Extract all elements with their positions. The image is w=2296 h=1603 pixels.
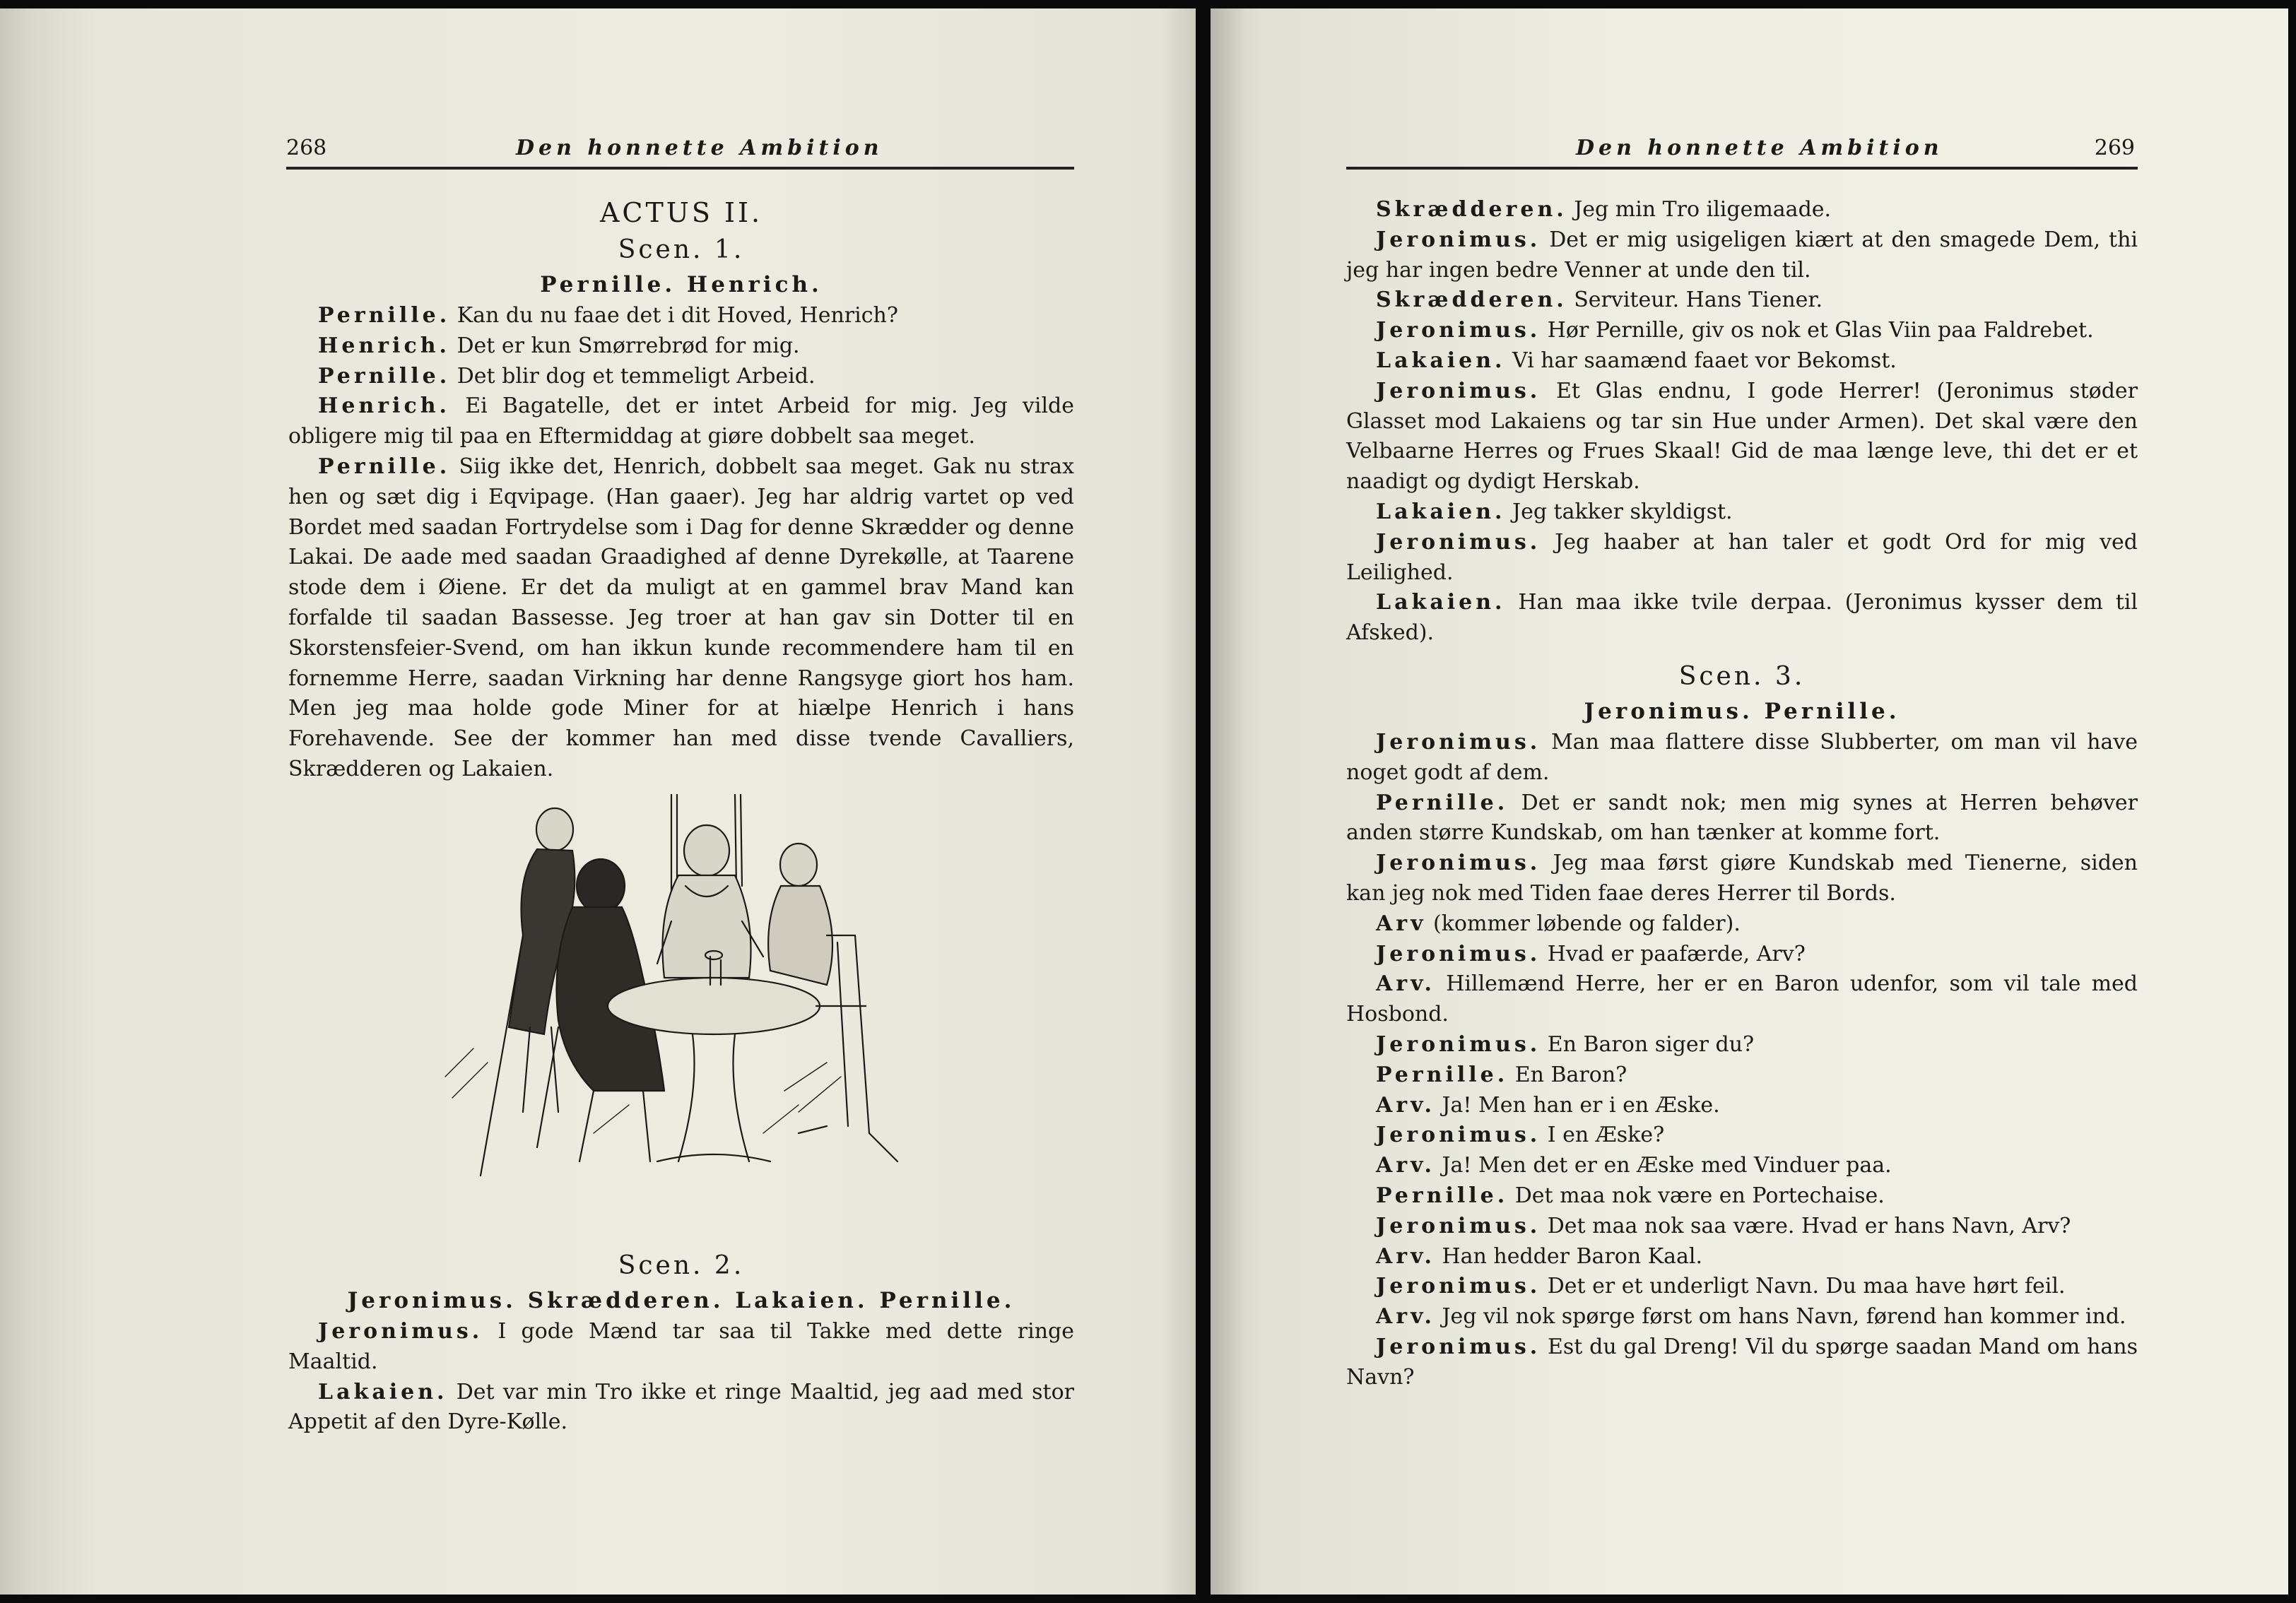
scene1-block [288,194,1074,785]
dialogue-line [1346,848,2138,909]
speech: Kan du nu faae det i dit Hoved, Henrich? [450,303,898,328]
speaker: Jeronimus. [1376,227,1541,252]
speaker: Jeronimus. [1376,1123,1541,1148]
speech: Ja! Men det er en Æske med Vinduer paa. [1435,1153,1892,1178]
dialogue-line [1346,1272,2138,1302]
dialogue-line [288,1378,1074,1438]
dialogue-line [288,452,1074,785]
cast-list: Pernille. Henrich. [540,272,823,297]
dialogue-block [1346,195,2138,649]
speech: Man maa flattere disse Slubberter, om man vil have noget godt af dem. [1346,730,2138,785]
speaker: Arv. [1376,1304,1435,1330]
speaker: Jeronimus. [1376,1274,1541,1299]
dialogue-line [288,1317,1074,1378]
dialogue-line [288,331,1074,362]
dialogue-line [1346,195,2138,225]
dialogue-line [1346,1060,2138,1091]
act-heading: ACTUS II. [599,197,763,228]
speaker: Lakaien. [318,1379,448,1404]
left-page [0,8,1196,1595]
speech: Jeg min Tro iligemaade. [1567,197,1832,222]
speech: Det var min Tro ikke et ringe Maaltid, jeg aad med stor Appetit af den Dyre-Kølle. [288,1379,1074,1435]
speech: En Baron? [1508,1062,1627,1087]
speaker: Skrædderen. [1376,197,1567,222]
speaker: Arv [1376,911,1427,936]
cast-list: Jeronimus. Pernille. [1584,699,1900,724]
dialogue-line [1346,1212,2138,1242]
speaker: Pernille. [1376,1183,1509,1208]
speaker: Jeronimus. [1376,1334,1541,1359]
dialogue-line [1346,316,2138,346]
speech: Jeg takker skyldigst. [1505,499,1733,524]
dialogue-line [1346,788,2138,849]
speech: Ei Bagatelle, det er intet Arbeid for mig. Jeg vilde obligere mig til paa en Eftermiddag at giøre dobbelt saa meget. [288,394,1074,449]
gutter-shadow [1211,8,1246,1595]
speech: Et Glas endnu, I gode Herrer! (Jeronimus støder Glasset mod Lakaiens og tar sin Hue under Armen). Det skal være den Velbaarne Herres og Frues Skaal! Gid de maa længe leve, thi det er et naadigt og dydigt Herskab. [1346,378,2138,495]
running-head [286,133,1074,170]
speech: Ja! Men han er i en Æske. [1435,1092,1720,1118]
speech: Det er sandt nok; men mig synes at Herren behøver anden større Kundskab, om han tænker at komme fort. [1346,790,2138,846]
running-title: Den honnette Ambition [1576,136,1943,160]
speaker: Skrædderen. [1376,288,1567,313]
speaker: Arv. [1376,1153,1435,1178]
speaker: Jeronimus. [1376,1031,1541,1057]
cast-list: Jeronimus. Skrædderen. Lakaien. Pernille. [347,1288,1015,1313]
scene-heading: Scen. 3. [1678,662,1806,691]
speech: Det maa nok være en Portechaise. [1508,1183,1885,1208]
speaker: Jeronimus. [1376,529,1541,555]
speaker: Jeronimus. [318,1319,483,1344]
speech: Hillemænd Herre, her er en Baron udenfor, som vil tale med Hosbond. [1346,971,2138,1027]
engraving-illustration [431,794,909,1200]
scene2-block [288,1248,1074,1438]
speech: Det er et underligt Navn. Du maa have hørt feil. [1541,1274,2066,1299]
speech: (kommer løbende og falder). [1426,911,1741,936]
dialogue-line [1346,1030,2138,1060]
scene3-block [1346,658,2138,1393]
dialogue-line [1346,1302,2138,1332]
speaker: Lakaien. [1376,348,1506,373]
speech: Siig ikke det, Henrich, dobbelt saa meget. Gak nu strax hen og sæt dig i Eqvipage. (Han gaaer). Jeg har aldrig vartet op ved Bordet med saadan Fortrydelse som i Dag for denne Skrædder og denne Lakai. De aade med saadan Graadighed af denne Dyrekølle, at Taarene stode dem i Øiene. Er det da muligt at en gammel brav Mand kan forfalde til saadan Bassesse. Jeg troer at han gav sin Dotter til en Skorstensfeier-Svend, om han ikkun kunde recommendere ham til en fornemme Herre, saadan Virkning har denne Rangsyge giort hos ham. Men jeg maa holde gode Miner for at hiælpe Henrich i hans Forehavende. See der kommer han med disse tvende Cavalliers, Skrædderen og Lakaien. [288,454,1074,781]
dialogue-line [1346,497,2138,528]
speaker: Lakaien. [1376,590,1506,615]
speaker: Jeronimus. [1376,730,1541,755]
dialogue-line [1346,377,2138,497]
speaker: Arv. [1376,1092,1435,1118]
dialogue-line [1346,1120,2138,1151]
speaker: Pernille. [318,303,451,328]
speaker: Jeronimus. [1376,318,1541,343]
speaker: Lakaien. [1376,499,1506,524]
dialogue-line [1346,528,2138,588]
speech: Serviteur. Hans Tiener. [1567,288,1823,313]
speech: Jeg haaber at han taler et godt Ord for mig ved Leilighed. [1346,529,2138,585]
speaker: Pernille. [1376,790,1509,815]
gutter-shadow [1160,8,1196,1595]
dialogue-line [1346,728,2138,788]
speech: Jeg vil nok spørge først om hans Navn, førend han kommer ind. [1435,1304,2126,1330]
speech: Hvad er paafærde, Arv? [1541,941,1806,966]
dialogue-line [1346,285,2138,316]
speaker: Jeronimus. [1376,941,1541,966]
speech: Est du gal Dreng! Vil du spørge saadan Mand om hans Navn? [1346,1334,2138,1390]
dialogue-line [1346,1242,2138,1272]
scene-heading: Scen. 1. [618,235,745,264]
dialogue-line [1346,1091,2138,1121]
speech: En Baron siger du? [1541,1031,1755,1057]
speaker: Pernille. [318,363,451,389]
dialogue-line [288,362,1074,392]
speaker: Henrich. [318,333,450,358]
speech: Det blir dog et temmeligt Arbeid. [450,363,816,389]
speaker: Henrich. [318,394,450,419]
dialogue-line [1346,940,2138,970]
speech: Han maa ikke tvile derpaa. (Jeronimus kysser dem til Afsked). [1346,590,2138,646]
speaker: Arv. [1376,1243,1435,1269]
speech: Han hedder Baron Kaal. [1435,1243,1703,1269]
speech: Vi har saamænd faaet vor Bekomst. [1505,348,1897,373]
running-head [1346,133,2138,170]
running-title: Den honnette Ambition [516,136,883,160]
dialogue-line [1346,909,2138,940]
dialogue-line [1346,969,2138,1030]
speaker: Jeronimus. [1376,851,1541,876]
dialogue-line [1346,1332,2138,1393]
speech: Det maa nok saa være. Hvad er hans Navn, Arv? [1541,1213,2071,1238]
speaker: Pernille. [1376,1062,1509,1087]
page-number: 268 [286,136,327,160]
scene-heading: Scen. 2. [618,1251,745,1280]
speech: Det er kun Smørrebrød for mig. [449,333,800,358]
dialogue-line [1346,346,2138,377]
page-number: 269 [2094,136,2135,160]
speaker: Jeronimus. [1376,1213,1541,1238]
dialogue-line [288,301,1074,331]
speech: I en Æske? [1541,1123,1665,1148]
speaker: Pernille. [318,454,451,479]
speech: Det er mig usigeligen kiært at den smagede Dem, thi jeg har ingen bedre Venner at unde den til. [1346,227,2138,283]
dialogue-line [1346,1151,2138,1181]
speaker: Arv. [1376,971,1435,997]
speech: Hør Pernille, giv os nok et Glas Viin paa Faldrebet. [1541,318,2094,343]
dialogue-line [1346,225,2138,286]
speech: I gode Mænd tar saa til Takke med dette ringe Maaltid. [288,1319,1074,1374]
right-page [1211,8,2288,1595]
speaker: Jeronimus. [1376,378,1541,403]
dialogue-line [1346,588,2138,649]
speech: Jeg maa først giøre Kundskab med Tienerne, siden kan jeg nok med Tiden faae deres Herrer til Bords. [1346,851,2138,906]
dialogue-line [1346,1181,2138,1212]
dialogue-line [288,391,1074,452]
